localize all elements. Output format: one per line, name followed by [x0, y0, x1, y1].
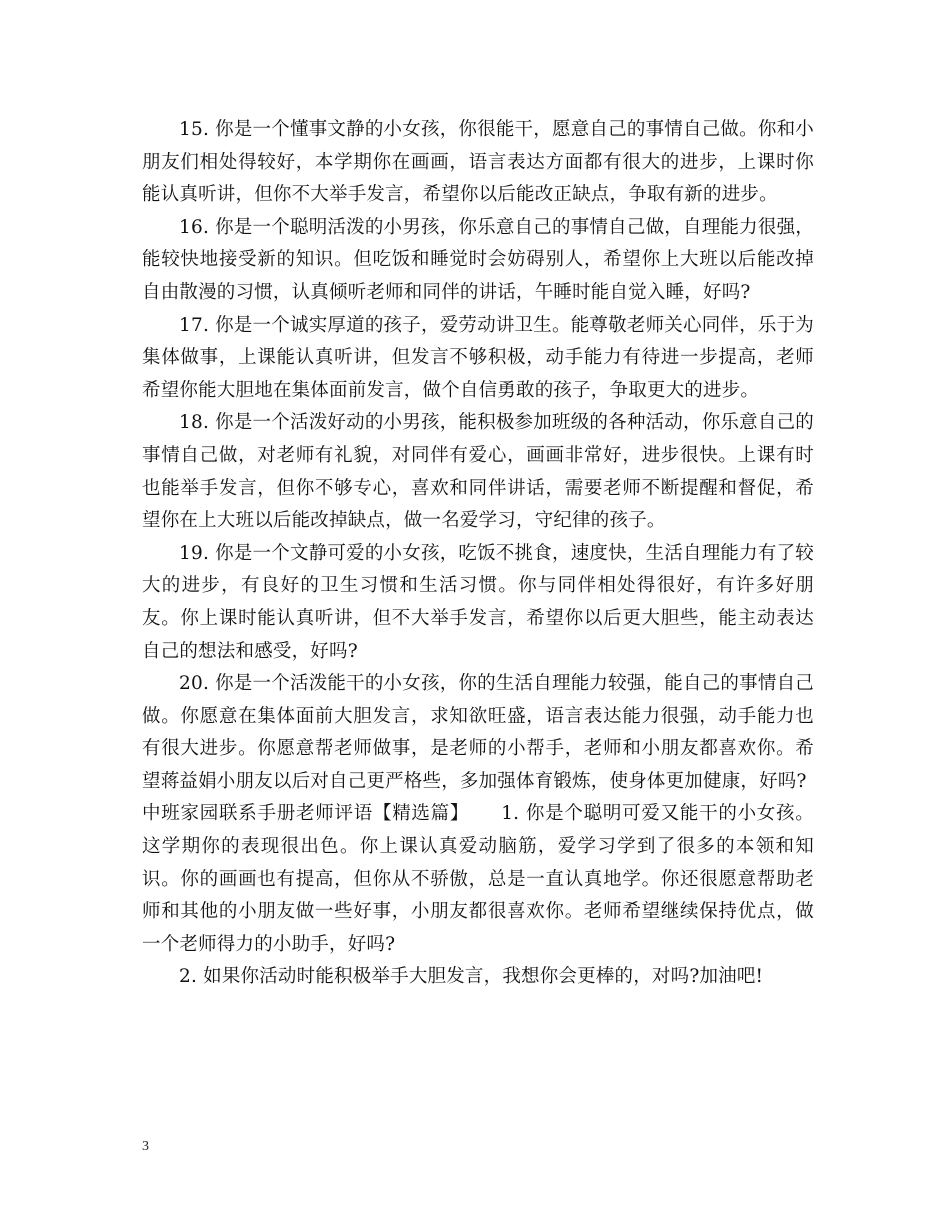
comment-paragraph-18: 18. 你是一个活泼好动的小男孩，能积极参加班级的各种活动，你乐意自己的事情自己做，对老师有礼貌，对同伴有爱心，画画非常好，进步很快。上课有时也能举手发言，但你不够专心，喜欢和同伴讲话，需要老师不断提醒和督促，希望你在上大班以后能改掉缺点，做一名爱学习，守纪律的孩子。: [142, 412, 814, 532]
section-paragraph: [142, 798, 814, 961]
comment-paragraph-19: 19. 你是一个文静可爱的小女孩，吃饭不挑食，速度快，生活自理能力有了较大的进步，有良好的卫生习惯和生活习惯。你与同伴相处得很好，有许多好朋友。你上课时能认真听讲，但不大举手发言，希望你以后更大胆些，能主动表达自己的想法和感受，好吗?: [142, 542, 814, 662]
comment-paragraph-20: 20. 你是一个活泼能干的小女孩，你的生活自理能力较强，能自己的事情自己做。你愿意在集体面前大胆发言，求知欲旺盛，语言表达能力很强，动手能力也有很大进步。你愿意帮老师做事，是老师的小帮手，老师和小朋友都喜欢你。希望蒋益娟小朋友以后对自己更严格些，多加强体育锻炼，使身体更加健康，好吗?: [142, 673, 814, 792]
section-item-2: 2. 如果你活动时能积极举手大胆发言，我想你会更棒的，对吗?加油吧!: [179, 966, 764, 988]
comment-paragraph-15: 15. 你是一个懂事文静的小女孩，你很能干，愿意自己的事情自己做。你和小朋友们相处得较好，本学期你在画画，语言表达方面都有很大的进步，上课时你能认真听讲，但你不大举手发言，希望你以后能改正缺点，争取有新的进步。: [142, 119, 814, 206]
comment-paragraph-16: 16. 你是一个聪明活泼的小男孩，你乐意自己的事情自己做，自理能力很强，能较快地接受新的知识。但吃饭和睡觉时会妨碍别人，希望你上大班以后能改掉自由散漫的习惯，认真倾听老师和同伴的讲话，午睡时能自觉入睡，好吗?: [142, 216, 814, 303]
comment-paragraph-17: 17. 你是一个诚实厚道的孩子，爱劳动讲卫生。能尊敬老师关心同伴，乐于为集体做事，上课能认真听讲，但发言不够积极，动手能力有待进一步提高，老师希望你能大胆地在集体面前发言，做个自信勇敢的孩子，争取更大的进步。: [142, 314, 814, 401]
section-heading: 中班家园联系手册老师评语【精选篇】: [142, 803, 470, 825]
section-item-1: 1. 你是个聪明可爱又能干的小女孩。这学期你的表现很出色。你上课认真爱动脑筋，爱学习学到了很多的本领和知识。你的画画也有提高，但你从不骄傲，总是一直认真地学。你还很愿意帮助老师和其他的小朋友做一些好事，小朋友都很喜欢你。老师希望继续保持优点，做一个老师得力的小助手，好吗?: [142, 803, 815, 955]
page-number: 3: [142, 1139, 149, 1154]
document-body: [142, 114, 814, 994]
